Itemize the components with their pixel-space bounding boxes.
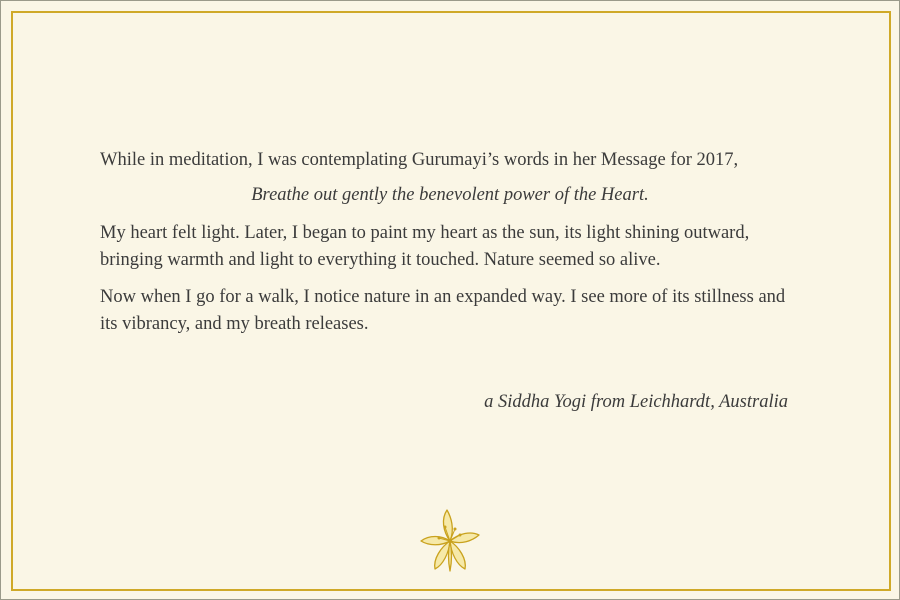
testimony-text [100, 147, 800, 338]
body-paragraph-1: My heart felt light. Later, I began to paint my heart as the sun, its light shining outward, bringing warmth and light to everything it touched. Nature seemed so alive. [100, 223, 750, 270]
attribution: a Siddha Yogi from Leichhardt, Australia [484, 392, 788, 412]
lily-flower-icon [415, 505, 485, 575]
quoted-message: Breathe out gently the benevolent power of the Heart. [251, 185, 649, 205]
body-paragraph-2: Now when I go for a walk, I notice nature in an expanded way. I see more of its stillness and its vibrancy, and my breath releases. [100, 287, 786, 334]
intro-paragraph: While in meditation, I was contemplating Gurumayi’s words in her Message for 2017, [100, 150, 739, 170]
